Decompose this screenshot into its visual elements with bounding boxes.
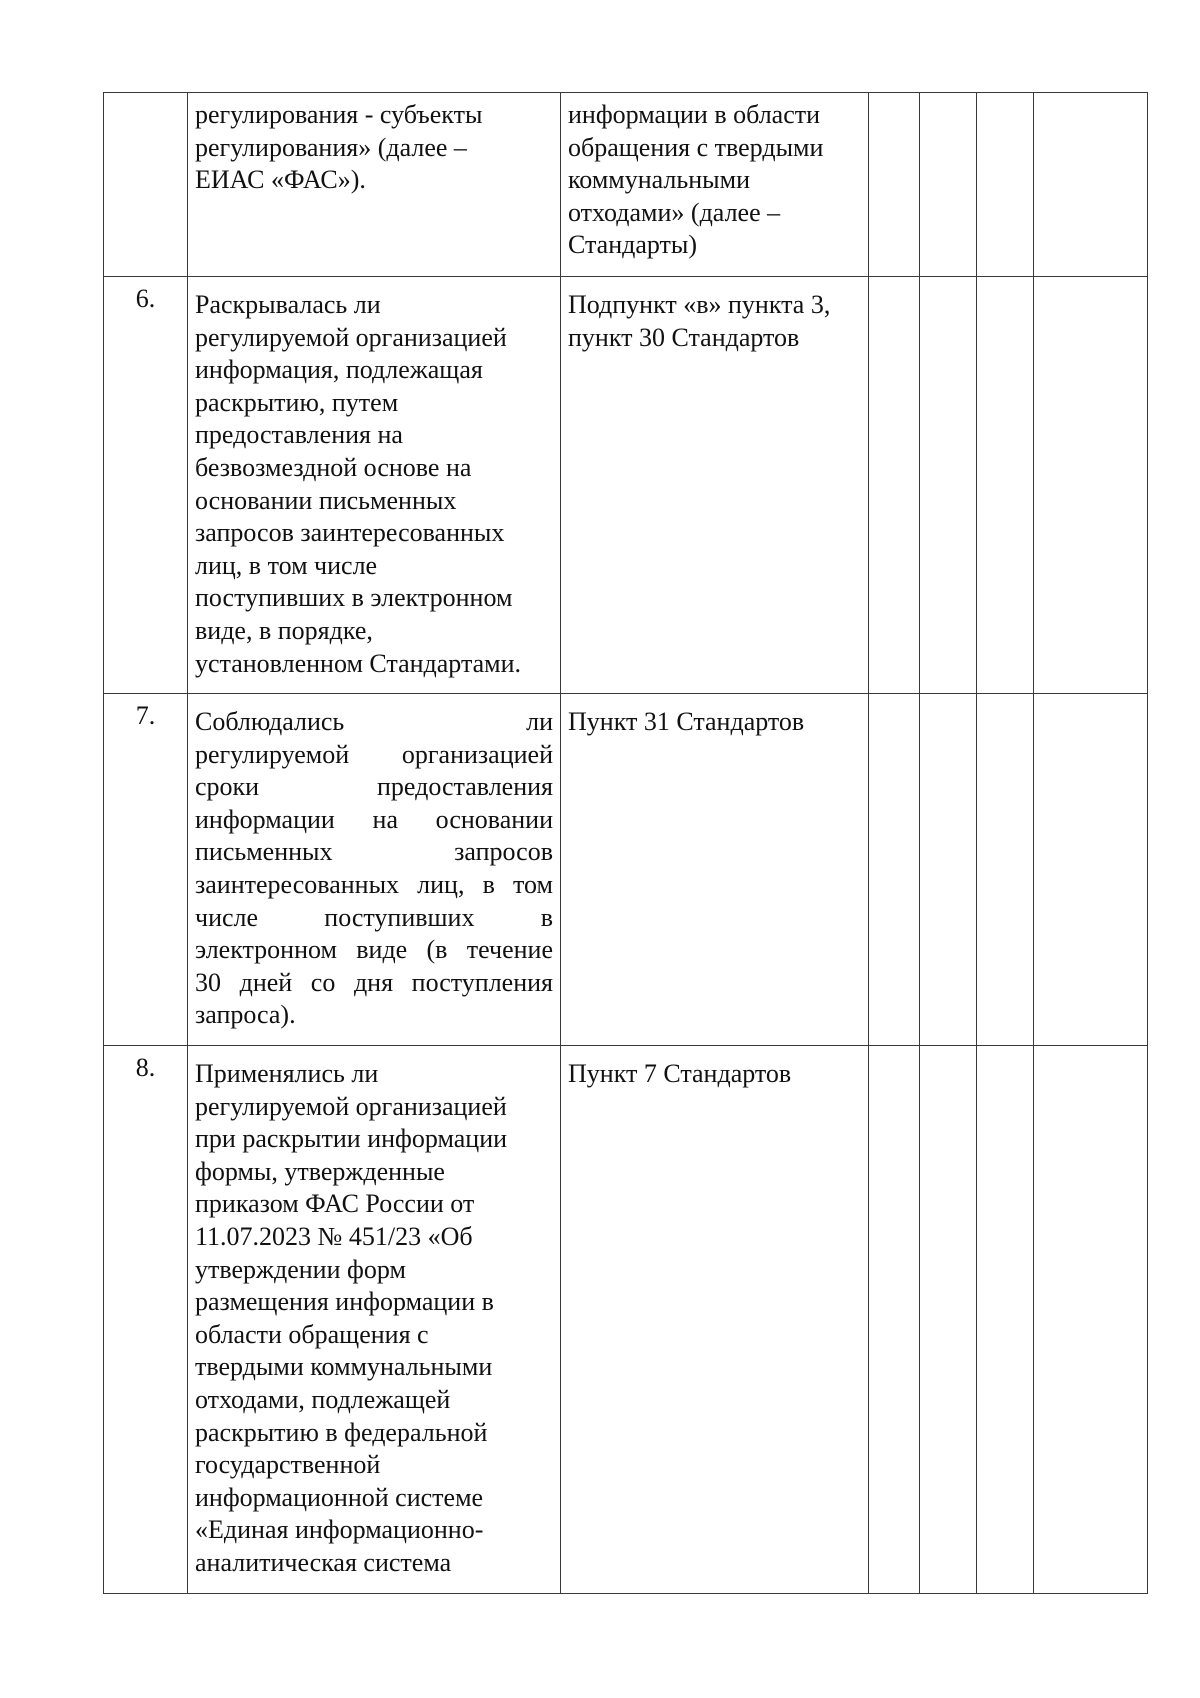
question-line: установленном Стандартами. [195,648,522,678]
question-line: запроса). [195,1000,296,1030]
answer-cell-yes [869,694,920,1046]
question-line: поступивших в электронном [195,583,513,613]
notes-cell [1034,1046,1148,1594]
table-row [104,694,1148,1046]
answer-cell-na [977,694,1034,1046]
question-line: числе поступивших в [195,902,553,932]
question-line: регулируемой организацией [195,322,507,352]
question-line: отходами, подлежащей [195,1384,451,1414]
question-line: формы, утвержденные [195,1156,445,1186]
question-line: виде, в порядке, [195,615,373,645]
question-line: информация, подлежащая [195,355,483,385]
answer-cell-yes [869,277,920,694]
question-cell [188,694,561,1046]
question-line: регулируемой организацией [195,1091,507,1121]
answer-cell-yes [869,1046,920,1594]
row-number: 6. [104,277,188,694]
table-row [104,277,1148,694]
requirement-line: информации в области [568,100,821,129]
question-line: твердыми коммунальными [195,1352,493,1382]
question-line: сроки предоставления [195,772,553,802]
question-line: лиц, в том числе [195,550,378,580]
requirement-line: Подпункт «в» пункта 3, [568,290,831,319]
question-line: государственной [195,1450,381,1480]
question-line: Раскрывалась ли [195,290,381,319]
question-line: приказом ФАС России от [195,1189,475,1219]
table-row [104,93,1148,277]
notes-cell [1034,93,1148,277]
answer-cell-na [977,277,1034,694]
question-line: электронном виде (в течение [195,935,553,965]
requirement-line: пункт 30 Стандартов [568,322,800,352]
row-number: 7. [104,694,188,1046]
notes-cell [1034,694,1148,1046]
answer-cell-no [920,93,977,277]
question-line: Применялись ли [195,1059,379,1088]
requirement-cell [561,93,869,277]
requirement-line: Стандарты) [568,230,698,260]
question-line: предоставления на [195,420,403,450]
requirement-cell [561,1046,869,1594]
question-line: 30 дней со дня поступления [195,967,553,997]
question-line: раскрытию, путем [195,387,399,417]
question-line: запросов заинтересованных [195,518,505,548]
question-line: аналитическая система [195,1547,452,1577]
table-row [104,1046,1148,1594]
question-cell [188,93,561,277]
answer-cell-no [920,694,977,1046]
answer-cell-no [920,1046,977,1594]
answer-cell-na [977,93,1034,277]
checklist-table [103,92,1148,1594]
question-line: основании письменных [195,485,457,515]
row-number [104,93,188,277]
question-line: регулирования» (далее – [195,132,467,162]
question-line: Соблюдались ли [195,707,553,736]
question-line: информации на основании [195,804,553,834]
question-line: информационной системе [195,1482,484,1512]
row-number: 8. [104,1046,188,1594]
answer-cell-na [977,1046,1034,1594]
question-line: раскрытию в федеральной [195,1417,488,1447]
question-line: ЕИАС «ФАС»). [195,165,366,195]
answer-cell-no [920,277,977,694]
question-line: при раскрытии информации [195,1124,508,1154]
question-line: письменных запросов [195,837,553,867]
question-line: регулирования - субъекты [195,100,483,129]
requirement-cell [561,694,869,1046]
question-line: «Единая информационно- [195,1515,484,1545]
question-line: заинтересованных лиц, в том [195,869,553,899]
requirement-cell [561,277,869,694]
answer-cell-yes [869,93,920,277]
requirement-line: Пункт 7 Стандартов [568,1059,792,1088]
question-cell [188,277,561,694]
requirement-line: отходами» (далее – [568,197,781,227]
question-line: области обращения с [195,1319,429,1349]
requirement-line: обращения с твердыми [568,132,824,162]
question-line: утверждении форм [195,1254,406,1284]
question-line: размещения информации в [195,1287,494,1317]
requirement-line: коммунальными [568,165,750,195]
question-line: регулируемой организацией [195,739,553,769]
question-line: 11.07.2023 № 451/23 «Об [195,1221,473,1251]
question-cell [188,1046,561,1594]
requirement-line: Пункт 31 Стандартов [568,707,805,736]
question-line: безвозмездной основе на [195,452,472,482]
notes-cell [1034,277,1148,694]
